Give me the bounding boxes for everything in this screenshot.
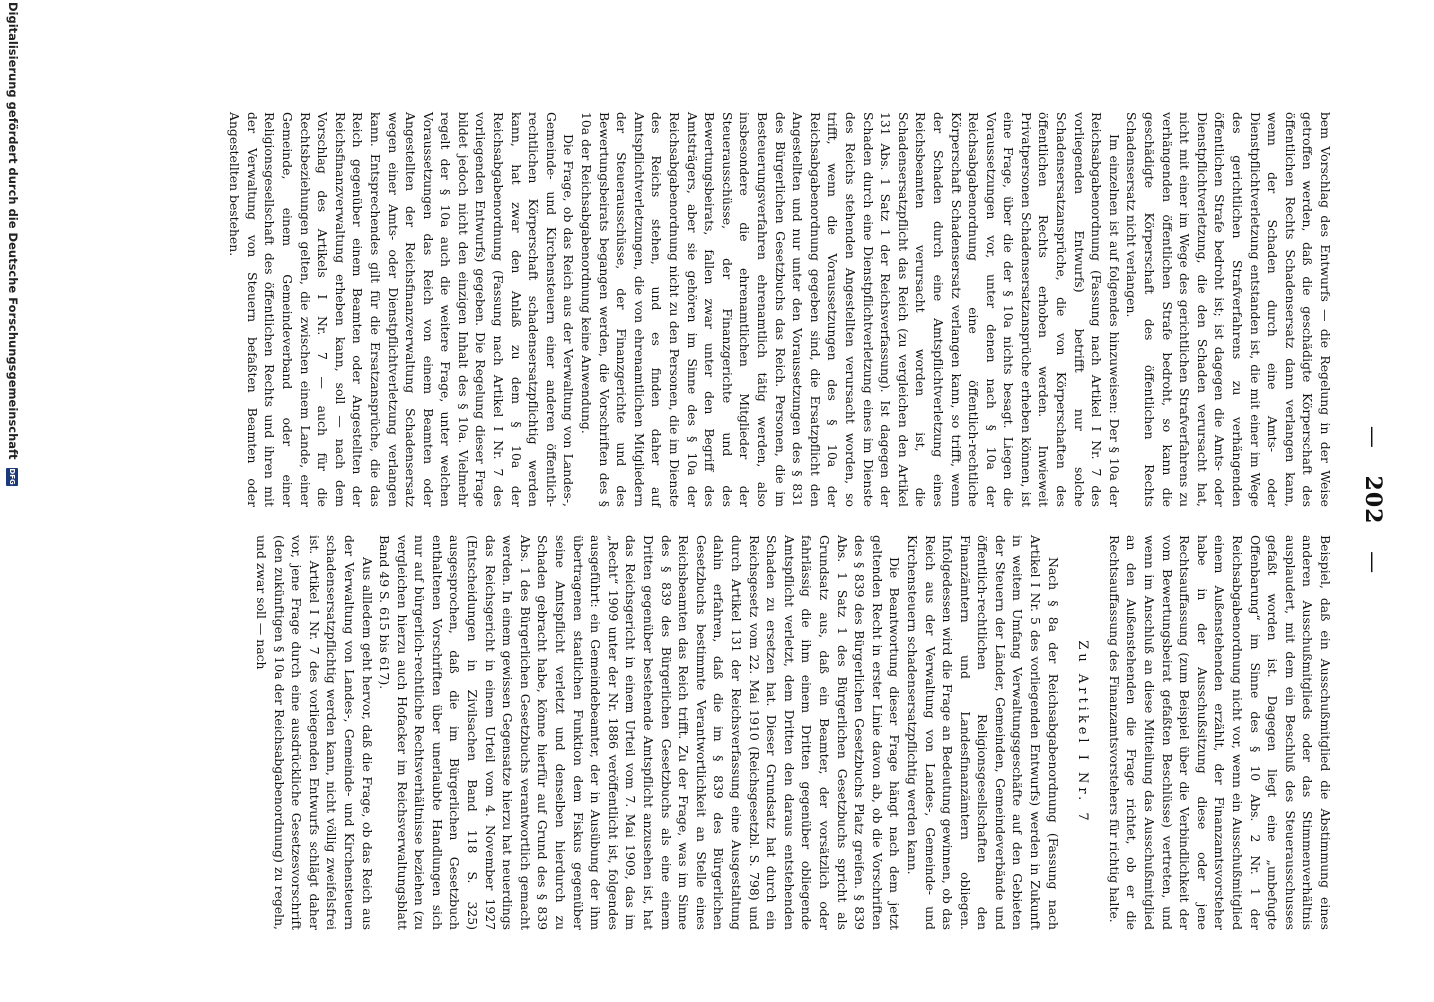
left-paragraph-2: Im einzelnen ist auf folgendes hinzuweisen: Der § 10a der Reichsabgabenordnung (Fassung nach Artikel I Nr. 7 des vorliegenden Entwurfs) betrifft nur solche Schadensersatzansprüche, die von Körperschaften des öffentlichen Rechts erhoben werden. Inwieweit Privatpersonen Schadensersatzansprüche erheben können, ist eine Frage, über die der § 10a nichts besagt. Liegen die Voraussetzungen vor, unter denen nach § 10a der Reichsabgabenordnung eine öffentlich-rechtliche Körperschaft Schadensersatz verlangen kann, so trifft, wenn der Schaden durch eine Amtspflichtverletzung eines Reichsbeamten verursacht worden ist, die Schadensersatzpflicht das Reich (zu vergleichen den Artikel 131 Abs. 1 Satz 1 der Reichsverfassung). Ist dagegen der Schaden durch eine Dienstpflichtverletzung eines im Dienste des Reichs stehenden Angestellten verursacht worden, so trifft, wenn die Voraussetzungen des § 10a der Reichsabgabenordnung gegeben sind, die Ersatzpflicht den Angestellten und nur unter den Voraussetzungen des § 831 des Bürgerlichen Gesetzbuchs das Reich. Personen, die im Besteuerungsverfahren ehrenamtlich tätig werden, also insbesondere die ehrenamtlichen Mitglieder der Steuerausschüsse, der Finanzgerichte und des Bewertungsbeirats, fallen zwar unter den Begriff des Amtsträgers, aber sie gehören im Sinne des § 10a der Reichsabgabenordnung nicht zu den Personen, die im Dienste des Reichs stehen, und es finden daher auf Amtspflichtverletzungen, die von ehrenamtlichen Mitgliedern der Steuerausschüsse, der Finanzgerichte und des Bewertungsbeirats begangen werden, die Vorschriften des § 10a der Reichsabgabenordnung keine Anwendung. bbox=[579, 112, 1122, 507]
right-paragraph-3: Die Beantwortung dieser Frage hängt nach dem jetzt geltenden Recht in erster Linie davon ab, ob die Vorschriften des § 839 des Bürgerlichen Gesetzbuchs Platz greifen. § 839 Abs. 1 Satz 1 des Bürgerlichen Gesetzbuchs spricht als Grundsatz aus, daß ein Beamter, der vorsätzlich oder fahrlässig die ihm einem Dritten gegenüber obliegende Amtspflicht verletzt, dem Dritten den daraus entstehenden Schaden zu ersetzen hat. Dieser Grundsatz hat durch ein Reichsgesetz vom 22. Mai 1910 (Reichsgesetzbl. S. 798) und durch Artikel 131 der Reichsverfassung eine Ausgestaltung dahin erfahren, daß die im § 839 des Bürgerlichen Gesetzbuchs bestimmte Verantwortlichkeit an Stelle eines Reichsbeamten das Reich trifft. Zu der Frage, was im Sinne des § 839 des Bürgerlichen Gesetzbuchs als eine einem Dritten gegenüber bestehende Amtspflicht anzusehen ist, hat das Reichsgericht in einem Urteil vom 7. Mai 1909, das im „Recht“ 1909 unter der Nr. 1886 veröffentlicht ist, folgendes ausgeführt: ein Gemeindebeamter, der in Ausübung der ihm übertragenen staatlichen Funktion dem Fiskus gegenüber seine Amtspflicht verletzt und denselben hierdurch zu Schaden gebracht habe, könne hierfür auf Grund des § 839 Abs. 1 des Bürgerlichen Gesetzbuchs verantwortlich gemacht werden. In einem gewissen Gegensatze hierzu hat neuerdings das Reichsgericht in einem Urteil vom 4. November 1927 (Entscheidungen in Zivilsachen Band 118 S. 325) ausgesprochen, daß die im Bürgerlichen Gesetzbuch enthaltenen Vorschriften über unerlaubte Handlungen sich nur auf bürgerlich-rechtliche Rechtsverhältnisse beziehen (zu vergleichen hierzu auch Hofacker im Reichsverwaltungsblatt Band 49 S. 615 bis 617). bbox=[377, 535, 903, 930]
section-heading: Zu Artikel I Nr. 7 bbox=[1075, 640, 1091, 825]
header-dash-left: — bbox=[1360, 425, 1385, 449]
right-paragraph-1: Beispiel, daß ein Ausschußmitglied die Abstimmung eines anderen Ausschußmitglieds oder das Stimmenverhältnis ausplaudert, mit dem ein Beschluß des Steuerausschusses gefaßt worden ist. Dagegen liegt eine „unbefugte Offenbarung“ im Sinne des § 10 Abs. 2 Nr. 1 der Reichsabgabenordnung nicht vor, wenn ein Ausschußmitglied einem Außenstehenden erzählt, der Finanzamtsvorsteher habe in der Ausschußsitzung diese oder jene Rechtsauffassung (zum Beispiel über die Verbindlichkeit der vom Bewertungsbeirat gefaßten Beschlüsse) vertreten, und wenn im Anschluß an diese Mitteilung das Ausschußmitglied an den Außenstehenden die Frage richtet, ob er die Rechtsauffassung des Finanzamtsvorstehers für richtig halte. bbox=[1106, 535, 1333, 930]
left-paragraph-3: Die Frage, ob das Reich aus der Verwaltung von Landes-, Gemeinde- und Kirchensteuern einer anderen öffentlich-rechtlichen Körperschaft schadensersatzpflichtig werden kann, hat zwar den Anlaß zu dem § 10a der Reichsabgabenordnung (Fassung nach Artikel I Nr. 7 des vorliegenden Entwurfs) gegeben. Die Regelung dieser Frage bildet jedoch nicht den einzigen Inhalt des § 10a. Vielmehr regelt der § 10a auch die weitere Frage, unter welchen Voraussetzungen das Reich von einem Beamten oder Angestellten der Reichsfinanzverwaltung Schadensersatz wegen einer Amts- oder Dienstpflichtverletzung verlangen kann. Entsprechendes gilt für die Ersatzansprüche, die das Reich gegenüber einem Beamten oder Angestellten der Reichsfinanzverwaltung erheben kann, soll — nach dem Vorschlag des Artikels I Nr. 7 — auch für die Rechtsbeziehungen gelten, die zwischen einem Lande, einer Gemeinde, einem Gemeindeverband oder einer Religionsgesellschaft des öffentlichen Rechts und ihren mit der Verwaltung von Steuern befaßten Beamten oder Angestellten bestehen. bbox=[227, 112, 577, 507]
page-header bbox=[1356, 60, 1386, 940]
footer-text: Digitalisierung gefördert durch die Deutsche Forschungsgemeinschaft bbox=[6, 2, 20, 460]
left-column bbox=[226, 112, 1334, 507]
right-paragraph-2: Nach § 8a der Reichsabgabenordnung (Fassung nach Artikel I Nr. 5 des vorliegenden Entwurfs) werden in Zukunft in weitem Umfang Verwaltungsgeschäfte auf den Gebieten der Steuern der Länder, Gemeinden, Gemeindeverbände und öffentlich-rechtlichen Religionsgesellschaften den Finanzämtern und Landesfinanzämtern obliegen. Infolgedessen wird die Frage an Bedeutung gewinnen, ob das Reich aus der Verwaltung von Landes-, Gemeinde- und Kirchensteuern schadensersatzpflichtig werden kann. bbox=[904, 535, 1061, 930]
right-column bbox=[252, 535, 1334, 930]
right-paragraph-4: Aus allledem geht hervor, daß die Frage, ob das Reich aus der Verwaltung von Landes-, Gemeinde- und Kirchensteuern schadensersatzpflichtig werden kann, nicht völlig zweifelsfrei ist. Artikel I Nr. 7 des vorliegenden Entwurfs schlägt daher vor, jene Frage durch eine ausdrückliche Gesetzesvorschrift (den zukünftigen § 10a der Reichsabgabenordnung) zu regeln, und zwar soll — nach bbox=[253, 535, 375, 930]
dfg-logo-icon: DFG bbox=[8, 468, 17, 485]
digitization-footer bbox=[6, 0, 20, 1002]
header-dash-right: — bbox=[1360, 551, 1385, 575]
left-paragraph-1: bem Vorschlag des Entwurfs — die Regelung in der Weise getroffen werden, daß die geschädigte Körperschaft des öffentlichen Rechts Schadensersatz dann verlangen kann, wenn der Schaden durch eine Amts- oder Dienstpflichtverletzung entstanden ist, die mit einer im Wege des gerichtlichen Strafverfahrens zu verhängenden öffentlichen Strafe bedroht ist; ist dagegen die Amts- oder Dienstpflichtverletzung, die den Schaden verursacht hat, nicht mit einer im Wege des gerichtlichen Strafverfahrens zu verhängenden öffentlichen Strafe bedroht, so kann die geschädigte Körperschaft des öffentlichen Rechts Schadensersatz nicht verlangen. bbox=[1124, 112, 1333, 507]
page-number: 202 bbox=[1360, 475, 1386, 525]
